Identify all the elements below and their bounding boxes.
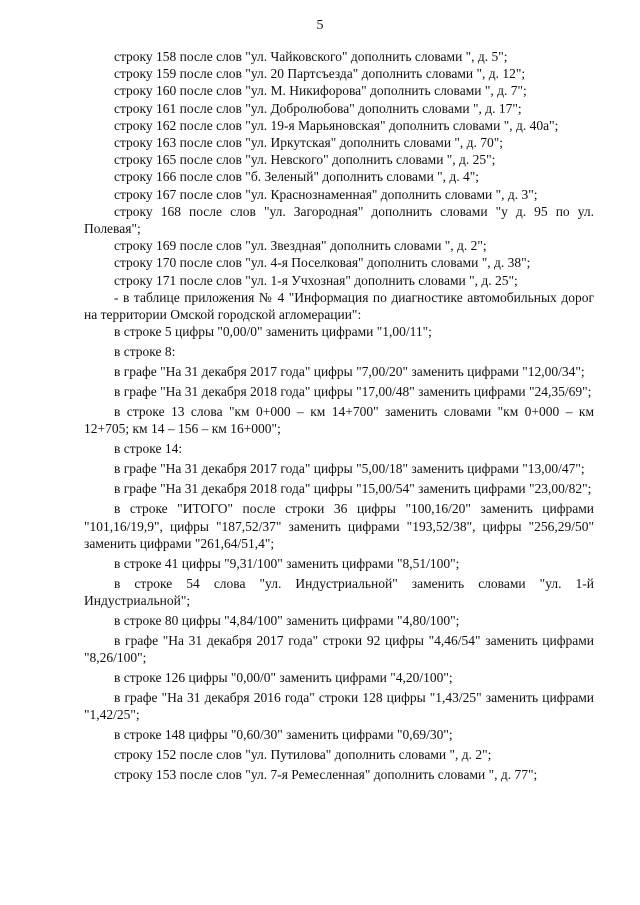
paragraph-street-162: строку 162 после слов "ул. 19-я Марьяновская" дополнить словами ", д. 40а"; <box>114 117 559 133</box>
paragraph-street-165: строку 165 после слов "ул. Невского" дополнить словами ", д. 25"; <box>114 152 496 168</box>
paragraph-row-total: в строке "ИТОГО" после строки 36 цифры "100,16/20" заменить цифрами "101,16/19,9", цифры "187,52/37" заменить цифрами "193,52/38", цифры "256,29/50" заменить цифрами "261,64/51,4"; <box>84 501 594 551</box>
paragraph-street-158: строку 158 после слов "ул. Чайковского" дополнить словами ", д. 5"; <box>114 49 508 64</box>
paragraph-street-171: строку 171 после слов "ул. 1-я Учхозная" дополнить словами ", д. 25"; <box>114 272 518 288</box>
paragraph-appendix-4-heading: - в таблице приложения № 4 "Информация по диагностике автомобильных дорог на территории Омской городской агломерации": <box>84 289 594 323</box>
paragraph-street-161: строку 161 после слов "ул. Добролюбова" дополнить словами ", д. 17"; <box>114 100 522 116</box>
paragraph-row-128: в графе "На 31 декабря 2016 года" строки 128 цифры "1,43/25" заменить цифрами "1,42/25"; <box>84 690 594 723</box>
paragraph-street-166: строку 166 после слов "б. Зеленый" дополнить словами ", д. 4"; <box>114 169 480 185</box>
paragraph-street-152: строку 152 после слов "ул. Путилова" дополнить словами ", д. 2"; <box>114 747 492 763</box>
paragraph-row-54: в строке 54 слова "ул. Индустриальной" заменить словами "ул. 1-й Индустриальной"; <box>84 575 594 609</box>
paragraph-row-8: в строке 8: <box>114 344 176 360</box>
paragraph-street-153: строку 153 после слов "ул. 7-я Ремесленная" дополнить словами ", д. 77"; <box>114 767 538 783</box>
paragraph-row-13: в строке 13 слова "км 0+000 – км 14+700" заменить словами "км 0+000 – км 12+705; км 14 – 156 – км 16+000"; <box>84 404 594 437</box>
paragraph-row-8-2017: в графе "На 31 декабря 2017 года" цифры "7,00/20" заменить цифрами "12,00/34"; <box>114 364 585 380</box>
paragraph-street-168: строку 168 после слов "ул. Загородная" дополнить словами "у д. 95 по ул. Полевая"; <box>84 203 594 237</box>
document-body <box>84 48 594 784</box>
paragraph-row-80: в строке 80 цифры "4,84/100" заменить цифрами "4,80/100"; <box>114 613 460 629</box>
paragraph-row-126: в строке 126 цифры "0,00/0" заменить цифрами "4,20/100"; <box>114 670 453 686</box>
paragraph-row-5: в строке 5 цифры "0,00/0" заменить цифрами "1,00/11"; <box>114 324 432 340</box>
paragraph-row-8-2018: в графе "На 31 декабря 2018 года" цифры "17,00/48" заменить цифрами "24,35/69"; <box>114 384 592 400</box>
paragraph-row-41: в строке 41 цифры "9,31/100" заменить цифрами "8,51/100"; <box>114 555 460 571</box>
paragraph-row-148: в строке 148 цифры "0,60/30" заменить цифрами "0,69/30"; <box>114 727 453 743</box>
paragraph-row-14: в строке 14: <box>114 441 183 457</box>
paragraph-row-14-2017: в графе "На 31 декабря 2017 года" цифры "5,00/18" заменить цифрами "13,00/47"; <box>114 461 585 477</box>
paragraph-street-170: строку 170 после слов "ул. 4-я Поселковая" дополнить словами ", д. 38"; <box>114 255 531 271</box>
paragraph-row-92: в графе "На 31 декабря 2017 года" строки 92 цифры "4,46/54" заменить цифрами "8,26/100"; <box>84 633 594 666</box>
paragraph-street-159: строку 159 после слов "ул. 20 Партсъезда" дополнить словами ", д. 12"; <box>114 66 526 82</box>
paragraph-street-160: строку 160 после слов "ул. М. Никифорова" дополнить словами ", д. 7"; <box>114 83 527 99</box>
paragraph-street-169: строку 169 после слов "ул. Звездная" дополнить словами ", д. 2"; <box>114 238 487 254</box>
paragraph-street-167: строку 167 после слов "ул. Краснознаменная" дополнить словами ", д. 3"; <box>114 186 538 202</box>
page-number: 5 <box>316 18 324 33</box>
paragraph-row-14-2018: в графе "На 31 декабря 2018 года" цифры "15,00/54" заменить цифрами "23,00/82"; <box>114 481 592 497</box>
paragraph-street-163: строку 163 после слов "ул. Иркутская" дополнить словами ", д. 70"; <box>114 135 504 151</box>
